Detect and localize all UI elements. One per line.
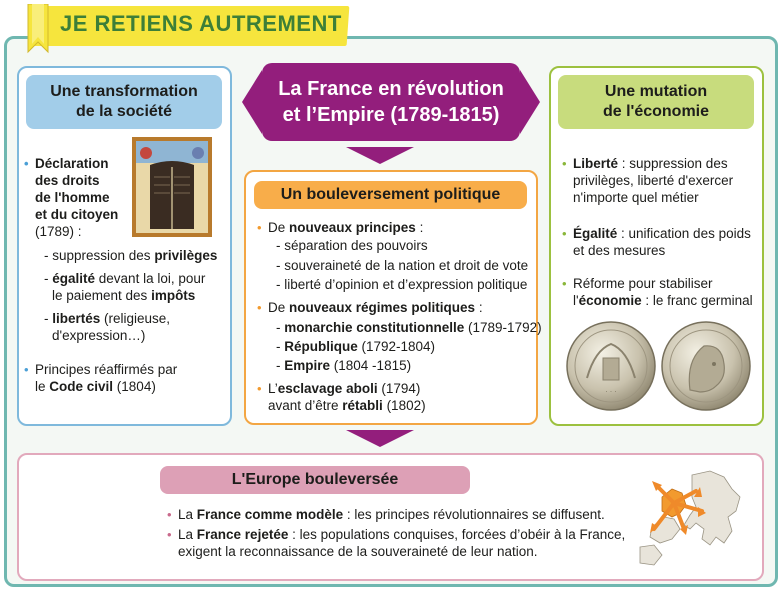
- privileges-item: [44, 247, 217, 264]
- europe-map-icon: [632, 467, 746, 571]
- regimes-item: [268, 299, 483, 316]
- slavery-line2-post: (1802): [382, 398, 426, 413]
- society-heading-line2: de la société: [75, 103, 173, 120]
- liberties-item: - libertés (religieuse, d'expression…): [44, 311, 171, 343]
- principles-post: :: [415, 220, 424, 235]
- reform-item: [573, 275, 753, 309]
- liberty-line2: privilèges, liberté d'exercer: [573, 173, 734, 188]
- liberties-post: (religieuse,: [100, 311, 171, 326]
- taxes-bold: impôts: [151, 288, 196, 303]
- bookmark-ribbon-icon: [26, 4, 50, 54]
- main-title-line1: La France en révolution: [278, 78, 504, 100]
- rejected-item: [178, 526, 625, 560]
- economy-heading-line1: Une mutation: [604, 83, 708, 100]
- coin-icon: [565, 320, 657, 412]
- declaration-item: [35, 155, 118, 240]
- equality-economy-bold: Égalité: [573, 226, 618, 241]
- rejected-line2: exigent la reconnaissance de la souveraineté de leur nation.: [178, 544, 538, 559]
- declaration-line5: (1789) :: [35, 224, 82, 239]
- equality-economy-item: [573, 225, 751, 259]
- principles-prefix: De: [268, 220, 290, 235]
- reform-line1: • Réforme pour stabiliser: [573, 276, 713, 291]
- civil-code-post: (1804): [113, 379, 156, 394]
- equality-economy-line2: et des mesures: [573, 243, 666, 258]
- equality-economy-post: : unification des poids: [617, 226, 751, 241]
- opinion-item: - liberté d’opinion et d’expression politique: [276, 277, 528, 292]
- declaration-line4: et du citoyen: [35, 207, 119, 222]
- liberties-bold: libertés: [52, 311, 101, 326]
- declaration-line1: • Déclaration: [35, 156, 109, 171]
- liberty-line3: n'importe quel métier: [573, 190, 699, 205]
- equality-post: devant la loi, pour: [95, 271, 206, 286]
- society-heading: [26, 75, 222, 129]
- republic-post: (1792-1804): [357, 339, 436, 354]
- republic-bold: République: [284, 339, 358, 354]
- empire-item: - Empire (1804 -1815): [276, 358, 412, 373]
- regimes-prefix: De: [268, 300, 290, 315]
- main-title-line2: et l’Empire (1789-1815): [282, 104, 500, 126]
- rejected-prefix: La: [178, 527, 197, 542]
- model-prefix: La: [178, 507, 197, 522]
- regimes-post: :: [475, 300, 483, 315]
- slavery-post: (1794): [377, 381, 421, 396]
- declaration-line2: des droits: [35, 173, 100, 188]
- arrow-down-icon: [346, 147, 414, 165]
- civil-code-item: [35, 361, 177, 395]
- republic-item: - République (1792-1804): [276, 339, 436, 354]
- taxes-prefix: le paiement des: [52, 288, 152, 303]
- coin-icon: [660, 320, 752, 412]
- principles-item: [268, 219, 423, 236]
- equality-item: - égalité devant la loi, pour le paiement des impôts: [44, 271, 206, 303]
- privileges-bold: privilèges: [154, 248, 218, 263]
- liberties-line2: d'expression…): [52, 328, 146, 343]
- empire-post: (1804 -1815): [330, 358, 412, 373]
- liberty-post: : suppression des: [618, 156, 728, 171]
- regimes-bold: nouveaux régimes politiques: [289, 300, 476, 315]
- reform-post: : le franc germinal: [641, 293, 753, 308]
- monarchy-post: (1789-1792): [464, 320, 542, 335]
- civil-code-line1: • Principes réaffirmés par: [35, 362, 178, 377]
- empire-bold: Empire: [284, 358, 331, 373]
- monarchy-item: - monarchie constitutionnelle (1789-1792): [276, 320, 542, 335]
- model-post: : les principes révolutionnaires se diffusent.: [343, 507, 605, 522]
- slavery-bold: esclavage aboli: [277, 381, 378, 396]
- slavery-prefix: L’: [268, 381, 278, 396]
- civil-code-bold: Code civil: [49, 379, 114, 394]
- economy-heading-line2: de l'économie: [602, 103, 710, 120]
- liberty-item: [573, 155, 733, 206]
- main-title: [262, 63, 520, 141]
- reform-prefix: l': [573, 293, 579, 308]
- principles-bold: nouveaux principes: [289, 220, 416, 235]
- monarchy-bold: monarchie constitutionnelle: [284, 320, 465, 335]
- rejected-post: : les populations conquises, forcées d’obéir à la France,: [288, 527, 626, 542]
- slavery-line2-bold: rétabli: [342, 398, 383, 413]
- arrow-down-icon: [346, 430, 414, 448]
- rejected-bold: France rejetée: [196, 527, 289, 542]
- arrow-right-icon: [518, 70, 542, 134]
- slavery-item: [268, 380, 426, 414]
- privileges-prefix: - suppression des: [44, 248, 155, 263]
- civil-code-prefix: le: [35, 379, 50, 394]
- economy-heading: [558, 75, 754, 129]
- society-heading-line1: Une transformation: [50, 83, 198, 100]
- model-item: [178, 506, 605, 523]
- politics-heading: Un bouleversement politique: [254, 181, 527, 209]
- liberty-bold: Liberté: [573, 156, 619, 171]
- declaration-painting: [132, 137, 212, 237]
- declaration-line3: de l'homme: [35, 190, 110, 205]
- reform-bold: économie: [578, 293, 642, 308]
- arrow-left-icon: [240, 70, 264, 134]
- sovereignty-item: - souveraineté de la nation et droit de vote: [276, 258, 529, 273]
- slavery-line2-prefix: avant d’être: [268, 398, 343, 413]
- separation-item: - séparation des pouvoirs: [276, 238, 428, 253]
- svg-text:· · ·: · · ·: [605, 388, 617, 396]
- equality-bold: égalité: [52, 271, 96, 286]
- europe-heading: L'Europe bouleversée: [160, 466, 470, 494]
- banner-title: JE RETIENS AUTREMENT: [60, 11, 342, 36]
- model-bold: France comme modèle: [196, 507, 344, 522]
